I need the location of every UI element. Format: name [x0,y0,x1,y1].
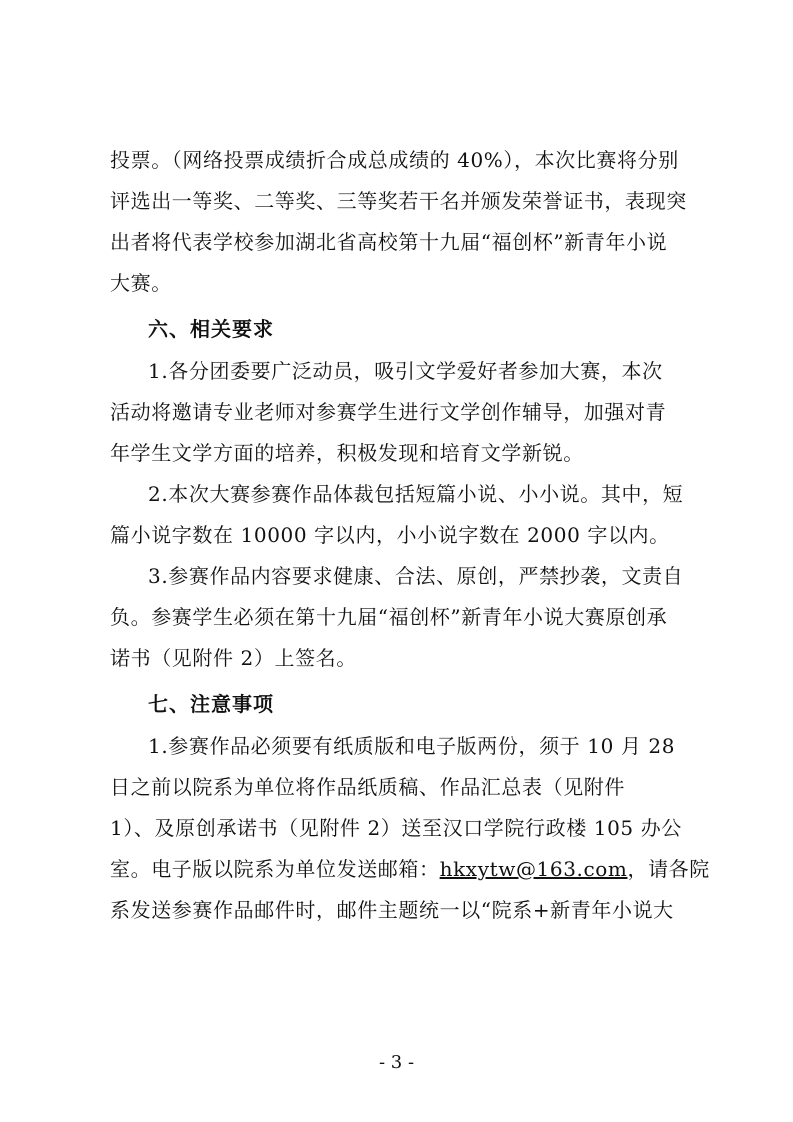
paragraph-line: 投票。（网络投票成绩折合成总成绩的 40%），本次比赛将分别 [110,148,679,172]
requirement-3-line: 负。参赛学生必须在第十九届“福创杯”新青年小说大赛原创承 [110,605,668,629]
requirement-2-line: 篇小说字数在 10000 字以内，小小说字数在 2000 字以内。 [110,523,670,547]
email-prefix-text: 室。电子版以院系为单位发送邮箱： [110,857,440,881]
note-1-line: 1.参赛作品必须要有纸质版和电子版两份，须于 10 月 28 [148,734,676,758]
page-number: - 3 - [378,1052,415,1073]
note-1-email-line [110,857,710,881]
email-suffix-text: ，请各院 [627,857,710,881]
section-heading-notes: 七、注意事项 [148,692,274,716]
requirement-3-line: 3.参赛作品内容要求健康、合法、原创，严禁抄袭，文责自 [148,564,684,588]
requirement-1-line: 1.各分团委要广泛动员，吸引文学爱好者参加大赛，本次 [148,359,663,383]
email-link[interactable]: hkxytw@163.com [439,857,628,881]
requirement-1-line: 年学生文学方面的培养，积极发现和培育文学新锐。 [110,441,584,465]
requirement-3-line: 诺书（见附件 2）上签名。 [110,646,357,670]
note-1-line: 系发送参赛作品邮件时，邮件主题统一以“院系+新青年小说大 [110,898,674,922]
note-1-line: 日之前以院系为单位将作品纸质稿、作品汇总表（见附件 [110,775,625,799]
paragraph-line: 出者将代表学校参加湖北省高校第十九届“福创杯”新青年小说 [110,230,668,254]
paragraph-line: 大赛。 [110,271,172,295]
requirement-2-line: 2.本次大赛参赛作品体裁包括短篇小说、小小说。其中，短 [148,482,684,506]
note-1-line: 1）、及原创承诺书（见附件 2）送至汉口学院行政楼 105 办公 [110,816,682,840]
section-heading-requirements: 六、相关要求 [148,317,274,341]
paragraph-line: 评选出一等奖、二等奖、三等奖若干名并颁发荣誉证书，表现突 [110,189,687,213]
requirement-1-line: 活动将邀请专业老师对参赛学生进行文学创作辅导，加强对青 [110,400,667,424]
